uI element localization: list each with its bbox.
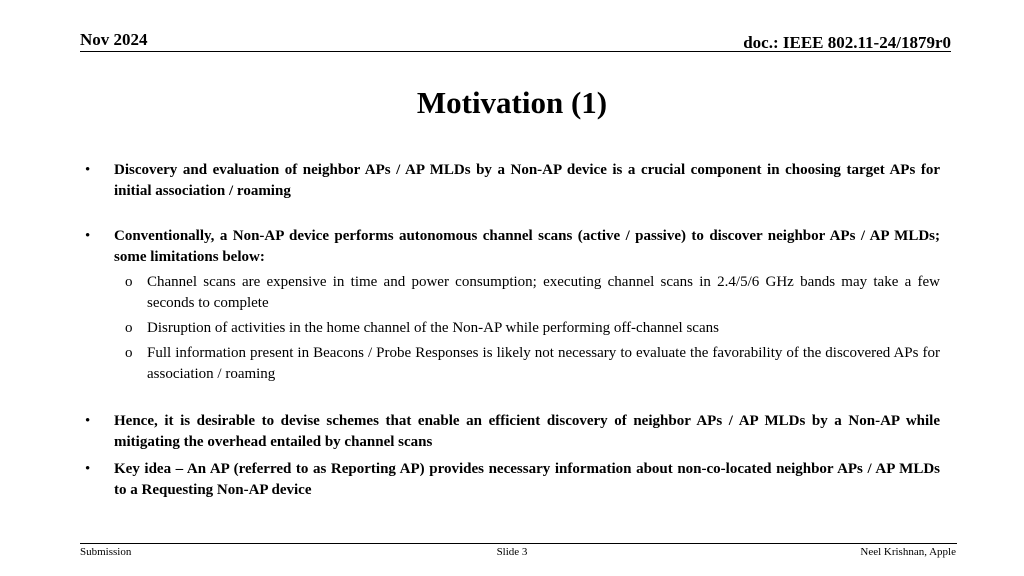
footer-submission: Submission: [80, 546, 132, 558]
sub-bullet-glyph: o: [125, 320, 133, 336]
sub-bullet-text: Channel scans are expensive in time and power consumption; executing channel scans in 2.4/5/6 GHz bands may take a few seconds to complete: [147, 274, 940, 311]
header-divider: [80, 51, 951, 52]
sub-bullet-text: Full information present in Beacons / Probe Responses is likely not necessary to evaluate the favorability of the discovered APs for association / roaming: [147, 345, 940, 382]
footer-slide-number: Slide 3: [496, 546, 528, 558]
sub-bullet-glyph: o: [125, 274, 133, 290]
slide-body: [80, 160, 940, 501]
bullet-item: [80, 226, 940, 268]
bullet-item: [80, 459, 940, 501]
bullet-glyph: •: [85, 413, 91, 429]
bullet-glyph: •: [85, 162, 91, 178]
bullet-text: Conventionally, a Non-AP device performs autonomous channel scans (active / passive) to discover neighbor APs / AP MLDs; some limitations below:: [114, 228, 940, 265]
sub-bullet-glyph: o: [125, 345, 133, 361]
slide-title: Motivation (1): [416, 85, 608, 120]
bullet-text: Discovery and evaluation of neighbor APs / AP MLDs by a Non-AP device is a crucial component in choosing target APs for initial association / roaming: [114, 162, 940, 199]
footer-divider: [80, 543, 957, 544]
header-doc-id: doc.: IEEE 802.11-24/1879r0: [743, 33, 951, 52]
bullet-glyph: •: [85, 228, 91, 244]
sub-bullet-item: [80, 343, 940, 385]
sub-bullet-item: [80, 272, 940, 314]
sub-bullet-item: [80, 318, 940, 339]
bullet-item: [80, 411, 940, 453]
sub-bullet-text: Disruption of activities in the home channel of the Non-AP while performing off-channel scans: [147, 320, 719, 336]
bullet-glyph: •: [85, 461, 91, 477]
header-date: Nov 2024: [80, 30, 148, 49]
bullet-item: [80, 160, 940, 202]
bullet-text: Key idea – An AP (referred to as Reporting AP) provides necessary information about non-co-located neighbor APs / AP MLDs to a Requesting Non-AP device: [114, 461, 940, 498]
bullet-text: Hence, it is desirable to devise schemes that enable an efficient discovery of neighbor APs / AP MLDs by a Non-AP while mitigating the overhead entailed by channel scans: [114, 413, 940, 450]
footer-author: Neel Krishnan, Apple: [860, 546, 956, 558]
